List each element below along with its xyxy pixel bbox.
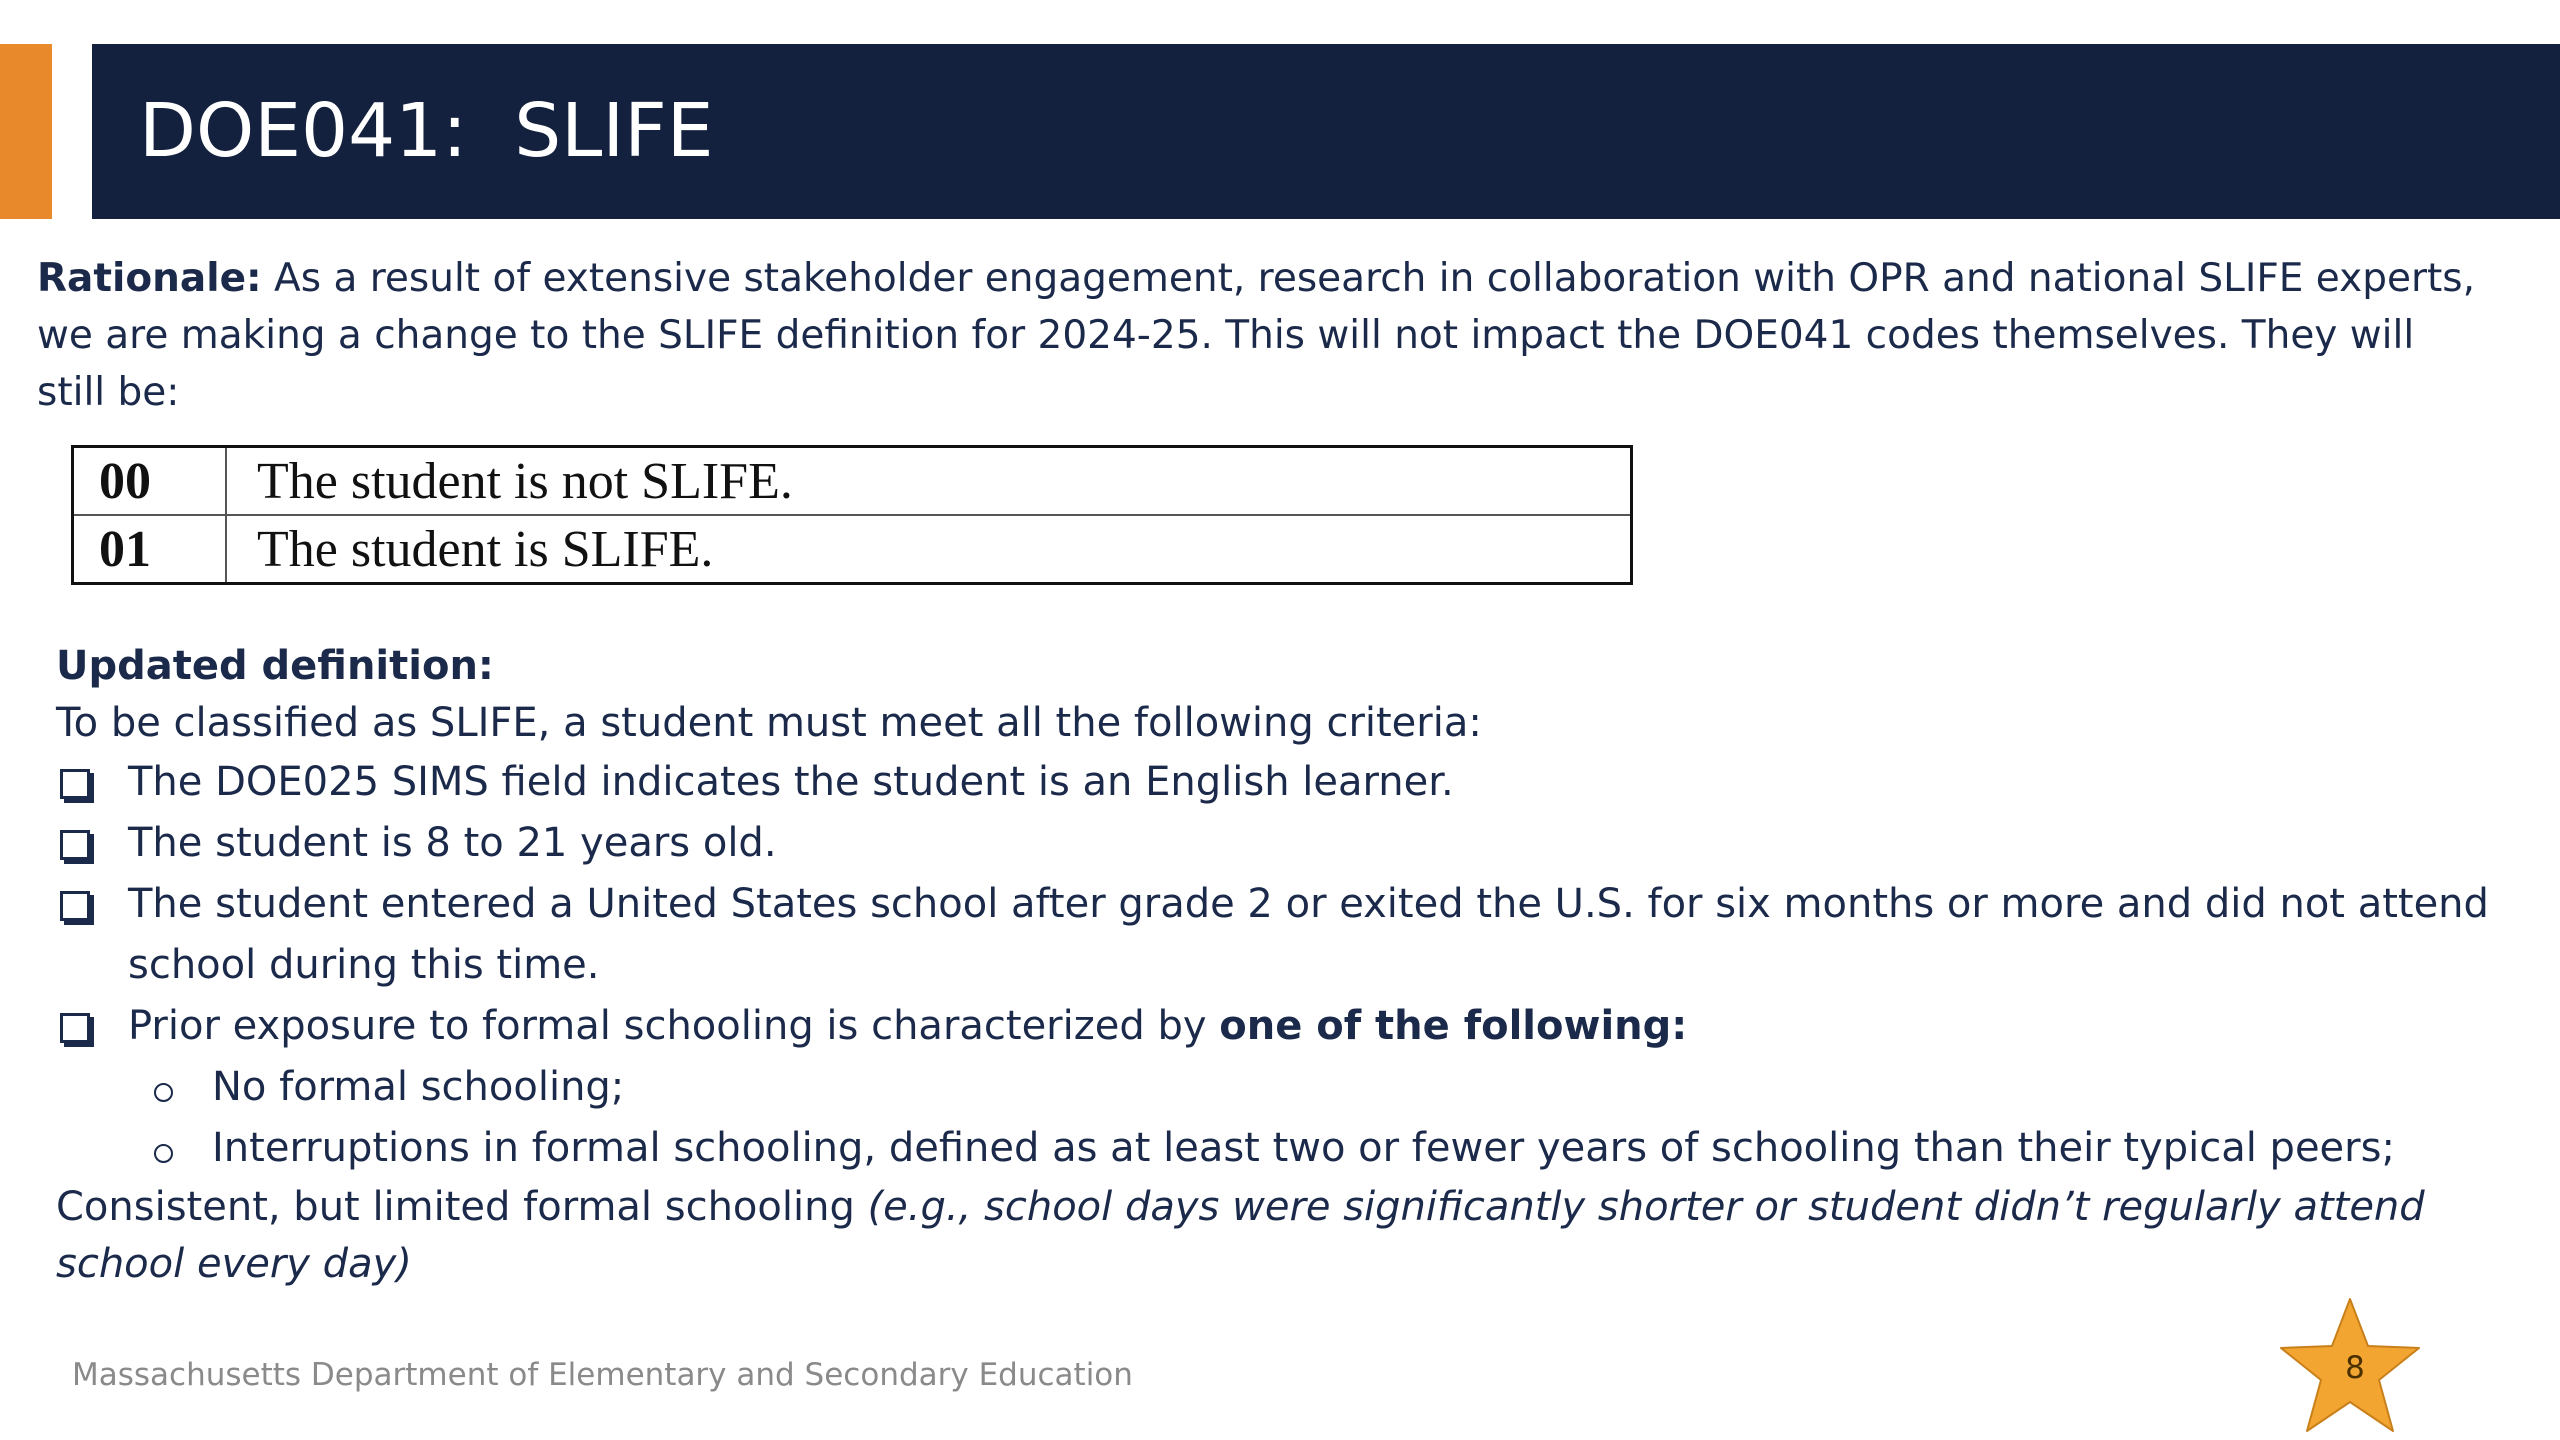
definition-section bbox=[56, 638, 2496, 1293]
checkbox-bullet-icon bbox=[60, 891, 90, 921]
closing-paragraph bbox=[56, 1179, 2496, 1293]
checkbox-bullet-icon bbox=[60, 1013, 90, 1043]
description-cell: The student is SLIFE. bbox=[226, 515, 1632, 584]
code-cell: 00 bbox=[73, 447, 227, 516]
sub-item bbox=[56, 1057, 2496, 1118]
checkbox-bullet-icon bbox=[60, 830, 90, 860]
criterion-item bbox=[56, 874, 2496, 996]
circle-bullet-icon bbox=[154, 1144, 173, 1163]
footer-organization: Massachusetts Department of Elementary and Secondary Education bbox=[72, 1357, 1133, 1393]
page-number: 8 bbox=[2345, 1350, 2365, 1386]
slide-title: DOE041: SLIFE bbox=[139, 88, 714, 174]
definition-heading: Updated definition: bbox=[56, 643, 494, 689]
circle-bullet-icon bbox=[154, 1083, 173, 1102]
criterion-text: The student entered a United States school after grade 2 or exited the U.S. for six months or more and did not attend school during this time. bbox=[128, 881, 2489, 988]
table-row bbox=[73, 447, 1632, 516]
codes-table bbox=[71, 445, 1633, 585]
criterion-text: The student is 8 to 21 years old. bbox=[128, 820, 777, 866]
sub-item-text: No formal schooling; bbox=[212, 1064, 625, 1110]
criterion-item bbox=[56, 813, 2496, 874]
sub-item-text: Interruptions in formal schooling, defined as at least two or fewer years of schooling than their typical peers; bbox=[212, 1125, 2395, 1171]
criterion-item bbox=[56, 752, 2496, 813]
table-row bbox=[73, 515, 1632, 584]
rationale-text: As a result of extensive stakeholder engagement, research in collaboration with OPR and national SLIFE experts, we are making a change to the SLIFE definition for 2024-25. This will not impact the DOE041 codes themselves. They will still be: bbox=[37, 256, 2475, 415]
closing-text: Consistent, but limited formal schooling bbox=[56, 1184, 868, 1230]
sub-item bbox=[56, 1118, 2496, 1179]
accent-bar bbox=[0, 44, 52, 219]
definition-intro: To be classified as SLIFE, a student must meet all the following criteria: bbox=[56, 700, 1482, 746]
closing-italic: (e.g., school days were significantly shorter or student didn’t regularly attend school every day) bbox=[56, 1184, 2425, 1287]
criterion-text: Prior exposure to formal schooling is characterized by bbox=[128, 1003, 1220, 1049]
rationale-label: Rationale: bbox=[37, 256, 262, 301]
checkbox-bullet-icon bbox=[60, 769, 90, 799]
rationale-paragraph bbox=[37, 250, 2477, 421]
code-cell: 01 bbox=[73, 515, 227, 584]
criterion-item bbox=[56, 996, 2496, 1057]
criterion-emphasis: one of the following: bbox=[1219, 1003, 1688, 1049]
criterion-text: The DOE025 SIMS field indicates the student is an English learner. bbox=[128, 759, 1454, 805]
description-cell: The student is not SLIFE. bbox=[226, 447, 1632, 516]
